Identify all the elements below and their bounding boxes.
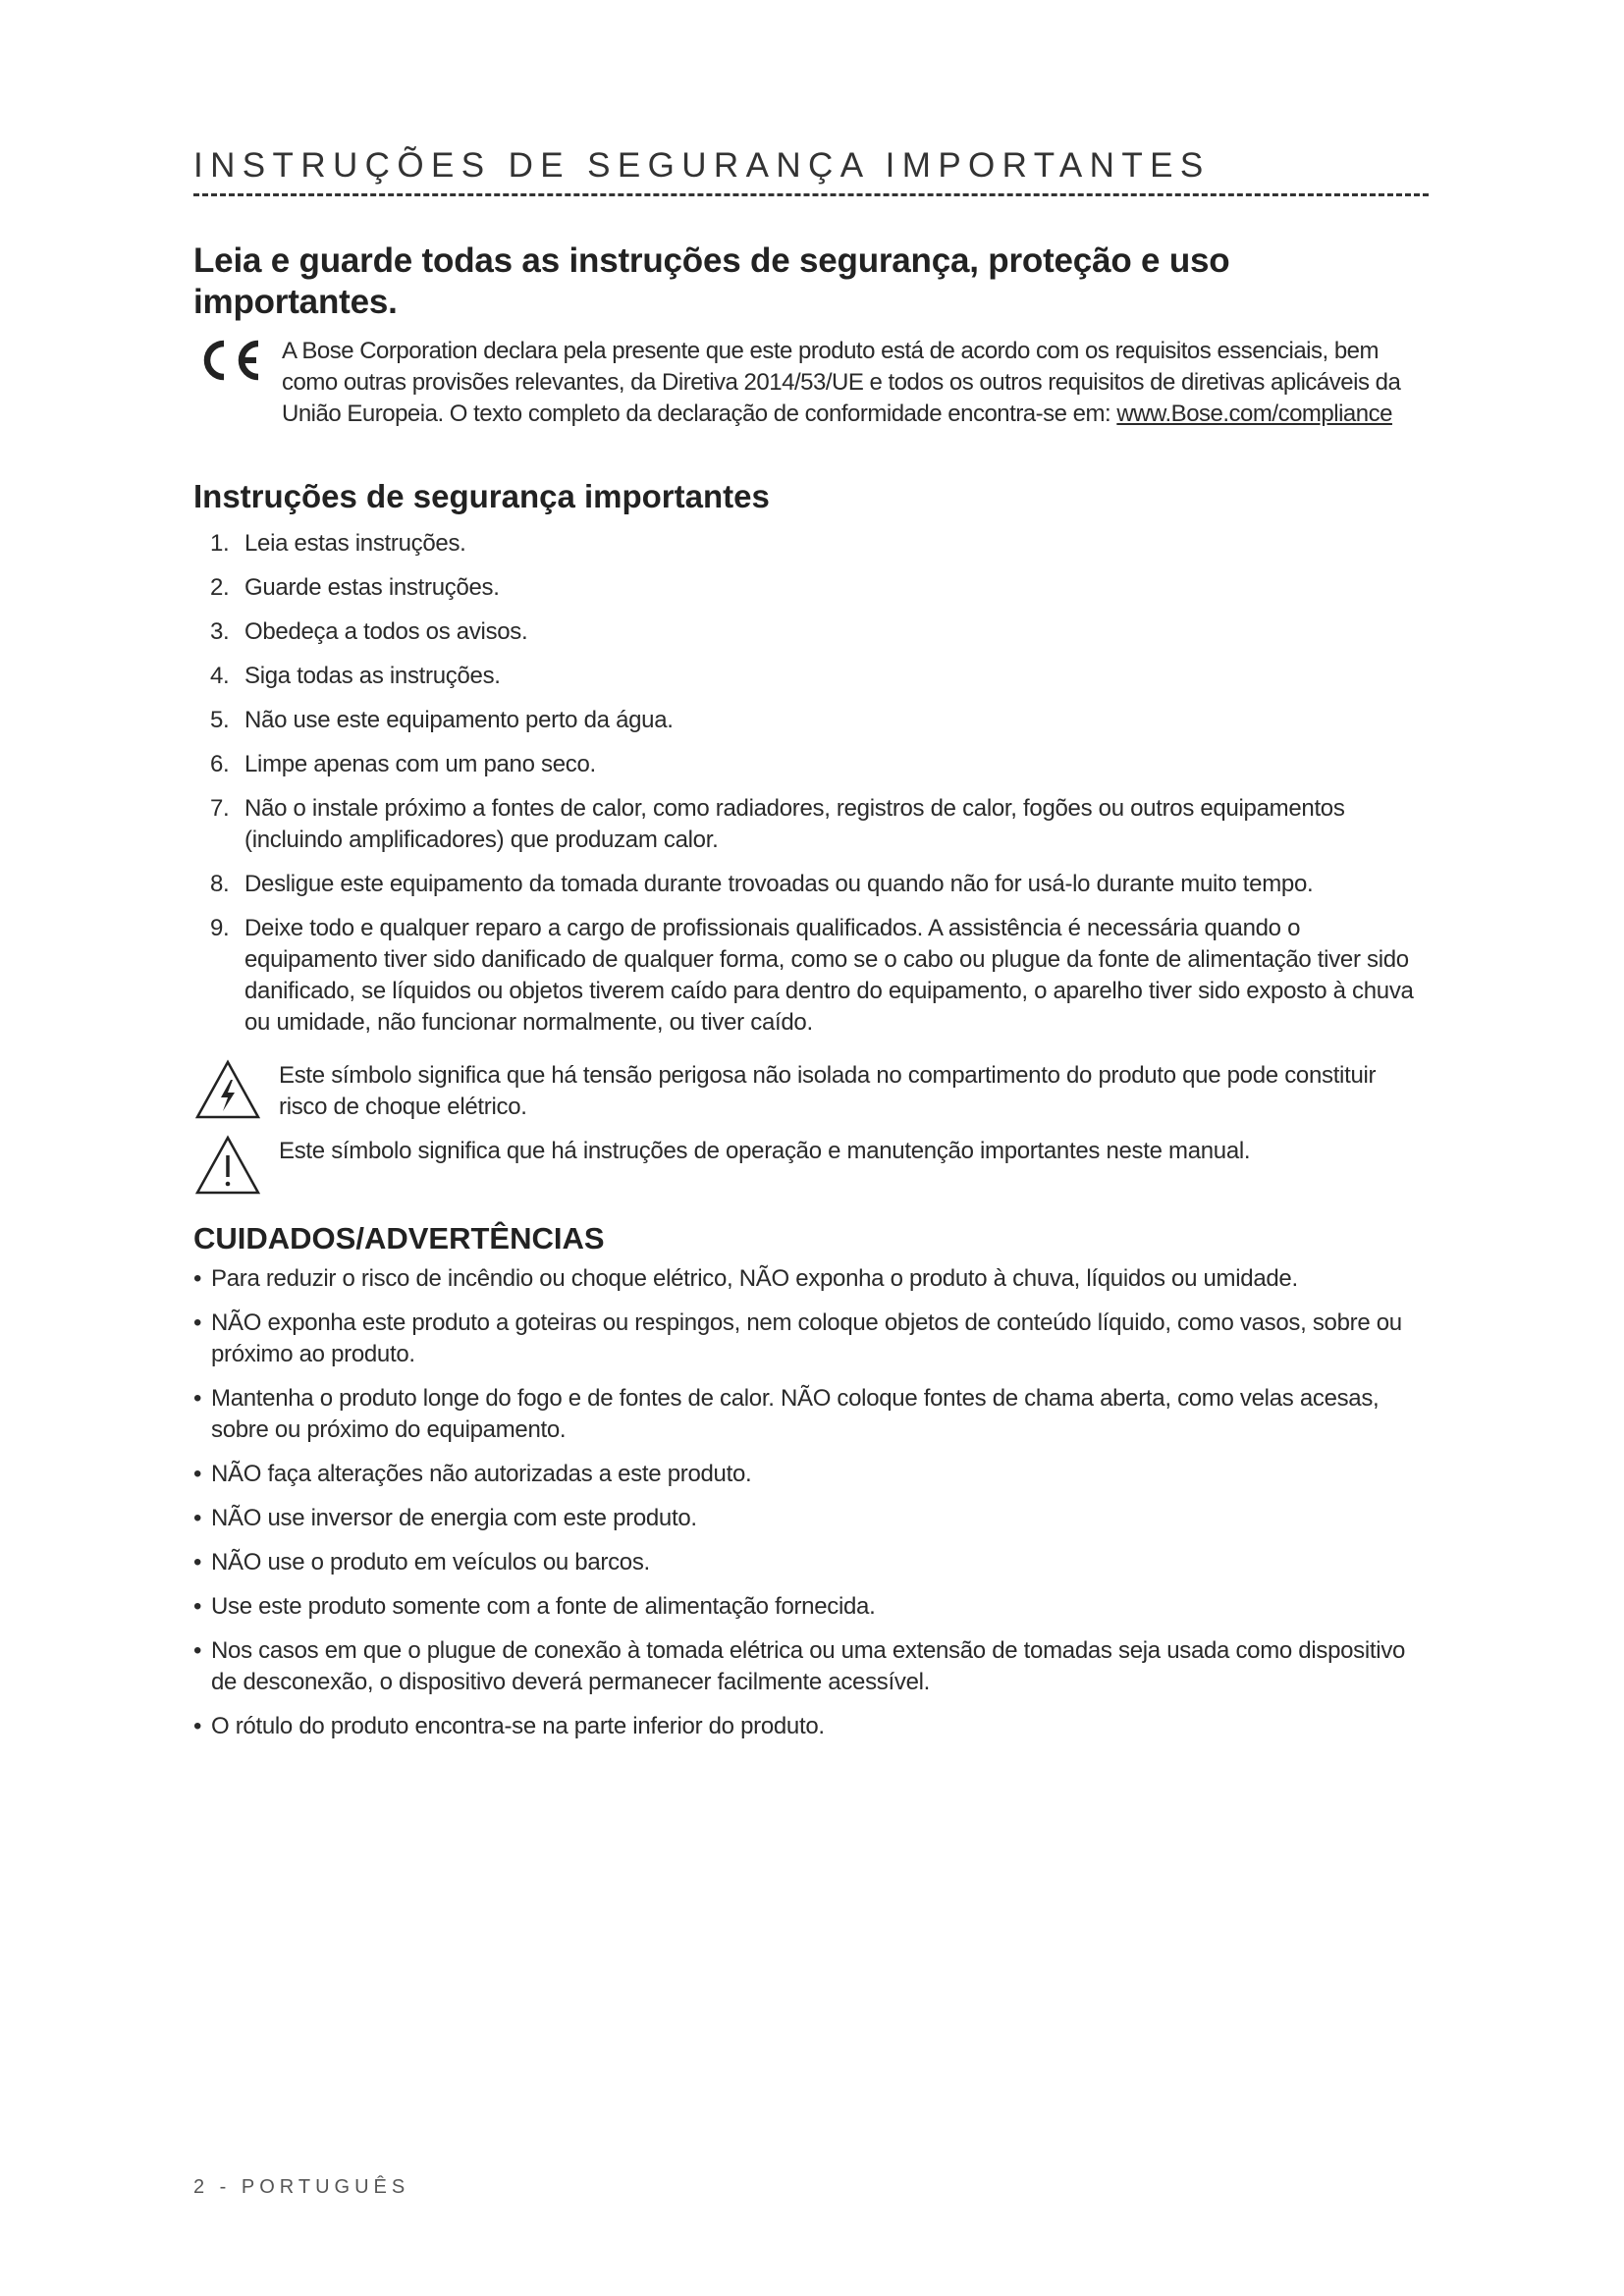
caution-item: • NÃO faça alterações não autorizadas a este produto. (193, 1459, 1429, 1490)
caution-item: • Use este produto somente com a fonte de alimentação fornecida. (193, 1591, 1429, 1623)
cautions-heading: CUIDADOS/ADVERTÊNCIAS (193, 1221, 605, 1255)
instruction-item (193, 572, 1429, 604)
instruction-text: Limpe apenas com um pano seco. (244, 751, 596, 777)
instruction-number: 5. (210, 707, 230, 733)
instruction-number: 2. (210, 574, 230, 601)
caution-item: • Mantenha o produto longe do fogo e de fontes de calor. NÃO coloque fontes de chama aberta, como velas acesas, sobre ou próximo do equipamento. (193, 1383, 1429, 1446)
instruction-number: 8. (210, 871, 230, 897)
intro-heading: Leia e guarde todas as instruções de segurança, proteção e uso importantes. (193, 241, 1230, 321)
ce-mark-icon (196, 338, 261, 383)
title-divider (193, 193, 1429, 196)
voltage-symbol-text: Este símbolo significa que há tensão perigosa não isolada no compartimento do produto que pode constituir risco de choque elétrico. (279, 1062, 1377, 1120)
instruction-item (193, 749, 1429, 780)
exclamation-warning-icon (193, 1134, 262, 1197)
instruction-item (193, 661, 1429, 692)
caution-item: • NÃO exponha este produto a goteiras ou respingos, nem coloque objetos de conteúdo líquido, como vasos, sobre ou próximo ao produto. (193, 1308, 1429, 1370)
instruction-text: Não o instale próximo a fontes de calor, como radiadores, registros de calor, fogões ou outros equipamentos (incluindo amplificadores) que produzam calor. (244, 795, 1345, 853)
caution-item: • NÃO use o produto em veículos ou barcos. (193, 1547, 1429, 1578)
cautions-list (193, 1263, 1429, 1742)
instruction-text: Não use este equipamento perto da água. (244, 707, 674, 733)
instructions-heading: Instruções de segurança importantes (193, 478, 770, 514)
attention-symbol-note (193, 1136, 1429, 1195)
instruction-number: 6. (210, 751, 230, 777)
compliance-link[interactable]: www.Bose.com/compliance (1116, 400, 1392, 427)
voltage-symbol-note (193, 1060, 1429, 1123)
instruction-text: Deixe todo e qualquer reparo a cargo de profissionais qualificados. A assistência é necessária quando o equipamento tiver sido danificado de qualquer forma, como se o cabo ou plugue da fonte de alimentação tiver sido danificado, se líquidos ou objetos tiverem caído para dentro do equipamento, o aparelho tiver sido exposto à chuva ou umidade, não funcionar normalmente, ou tiver caído. (244, 915, 1414, 1036)
instruction-text: Obedeça a todos os avisos. (244, 618, 528, 645)
instruction-item (193, 705, 1429, 736)
caution-item: • Nos casos em que o plugue de conexão à tomada elétrica ou uma extensão de tomadas seja usada como dispositivo de desconexão, o dispositivo deverá permanecer facilmente acessível. (193, 1635, 1429, 1698)
instruction-text: Guarde estas instruções. (244, 574, 500, 601)
instruction-item (193, 793, 1429, 856)
instruction-item (193, 869, 1429, 900)
instruction-number: 3. (210, 618, 230, 645)
instruction-text: Desligue este equipamento da tomada durante trovoadas ou quando não for usá-lo durante muito tempo. (244, 871, 1314, 897)
lightning-warning-icon (193, 1058, 262, 1121)
instruction-number: 9. (210, 915, 230, 941)
instruction-text: Siga todas as instruções. (244, 663, 501, 689)
page-footer: 2 - PORTUGUÊS (193, 2176, 410, 2198)
page-content (193, 145, 1429, 1755)
instruction-number: 1. (210, 530, 230, 557)
ce-declaration-text (282, 336, 1429, 430)
caution-item: • O rótulo do produto encontra-se na parte inferior do produto. (193, 1711, 1429, 1742)
instruction-number: 4. (210, 663, 230, 689)
instruction-item (193, 528, 1429, 560)
instruction-text: Leia estas instruções. (244, 530, 466, 557)
ce-text-body: A Bose Corporation declara pela presente que este produto está de acordo com os requisitos essenciais, bem como outras provisões relevantes, da Diretiva 2014/53/UE e todos os outros requisitos de diretivas aplicáveis da União Europeia. O texto completo da declaração de conformidade encontra-se em: (282, 338, 1401, 427)
caution-item: • NÃO use inversor de energia com este produto. (193, 1503, 1429, 1534)
caution-item: • Para reduzir o risco de incêndio ou choque elétrico, NÃO exponha o produto à chuva, líquidos ou umidade. (193, 1263, 1429, 1295)
instruction-item (193, 616, 1429, 648)
attention-symbol-text: Este símbolo significa que há instruções de operação e manutenção importantes neste manual. (279, 1138, 1251, 1164)
instruction-item (193, 913, 1429, 1039)
ce-declaration (193, 336, 1429, 430)
instructions-list (193, 528, 1429, 1039)
page-title: INSTRUÇÕES DE SEGURANÇA IMPORTANTES (193, 146, 1211, 185)
instruction-number: 7. (210, 795, 230, 822)
